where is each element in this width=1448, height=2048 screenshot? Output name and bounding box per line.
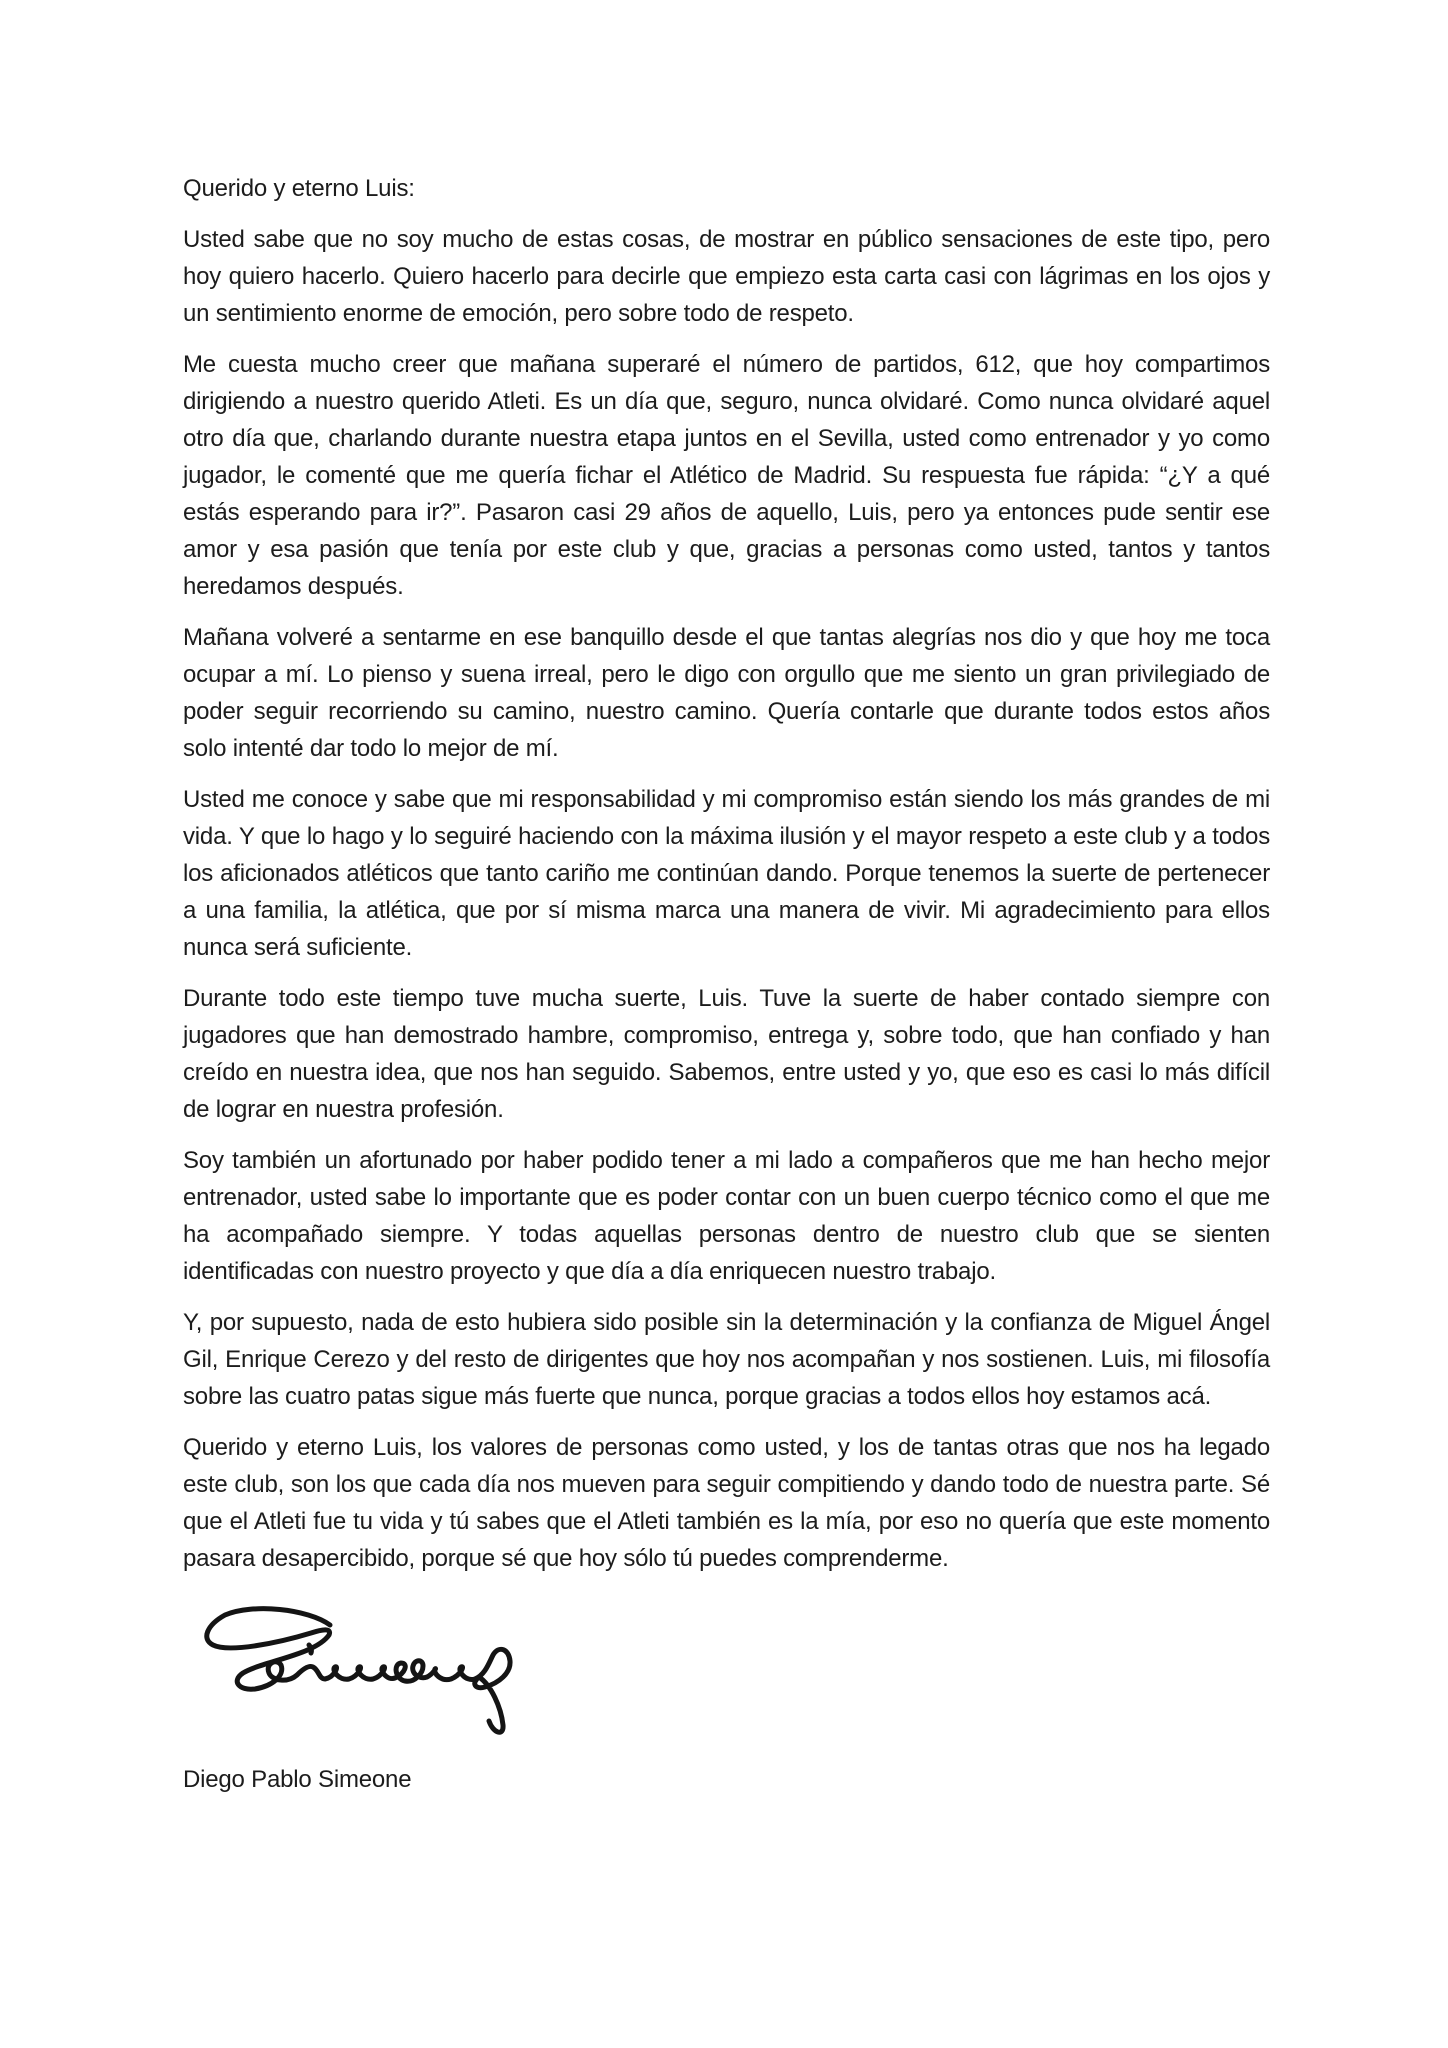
letter-greeting: Querido y eterno Luis:: [183, 175, 415, 202]
signer-name: Diego Pablo Simeone: [183, 1766, 412, 1793]
letter-paragraph-3: Mañana volveré a sentarme en ese banquillo desde el que tantas alegrías nos dio y que hoy me toca ocupar a mí. Lo pienso y suena irreal, pero le digo con orgullo que me siento un gran privilegiado de poder seguir recorriendo su camino, nuestro camino. Quería contarle que durante todos estos años solo intenté dar todo lo mejor de mí.: [183, 624, 1270, 762]
letter-content: [183, 170, 1270, 1798]
letter-paragraph-7: Y, por supuesto, nada de esto hubiera sido posible sin la determinación y la confianza de Miguel Ángel Gil, Enrique Cerezo y del resto de dirigentes que hoy nos acompañan y nos sostienen. Luis, mi filosofía sobre las cuatro patas sigue más fuerte que nunca, porque gracias a todos ellos hoy estamos acá.: [183, 1309, 1270, 1410]
handwritten-signature-icon: [193, 1603, 553, 1753]
signature-block: [193, 1603, 1270, 1755]
letter-paragraph-6: Soy también un afortunado por haber podido tener a mi lado a compañeros que me han hecho mejor entrenador, usted sabe lo importante que es poder contar con un buen cuerpo técnico como el que me ha acompañado siempre. Y todas aquellas personas dentro de nuestro club que se sienten identificadas con nuestro proyecto y que día a día enriquecen nuestro trabajo.: [183, 1147, 1270, 1285]
letter-paragraph-4: Usted me conoce y sabe que mi responsabilidad y mi compromiso están siendo los más grandes de mi vida. Y que lo hago y lo seguiré haciendo con la máxima ilusión y el mayor respeto a este club y a todos los aficionados atléticos que tanto cariño me continúan dando. Porque tenemos la suerte de pertenecer a una familia, la atlética, que por sí misma marca una manera de vivir. Mi agradecimiento para ellos nunca será suficiente.: [183, 786, 1270, 961]
letter-paragraph-1: Usted sabe que no soy mucho de estas cosas, de mostrar en público sensaciones de este tipo, pero hoy quiero hacerlo. Quiero hacerlo para decirle que empiezo esta carta casi con lágrimas en los ojos y un sentimiento enorme de emoción, pero sobre todo de respeto.: [183, 226, 1270, 327]
letter-paragraph-2: Me cuesta mucho creer que mañana superaré el número de partidos, 612, que hoy compartimos dirigiendo a nuestro querido Atleti. Es un día que, seguro, nunca olvidaré. Como nunca olvidaré aquel otro día que, charlando durante nuestra etapa juntos en el Sevilla, usted como entrenador y yo como jugador, le comenté que me quería fichar el Atlético de Madrid. Su respuesta fue rápida: “¿Y a qué estás esperando para ir?”. Pasaron casi 29 años de aquello, Luis, pero ya entonces pude sentir ese amor y esa pasión que tenía por este club y que, gracias a personas como usted, tantos y tantos heredamos después.: [183, 351, 1270, 600]
letter-paragraph-8: Querido y eterno Luis, los valores de personas como usted, y los de tantas otras que nos ha legado este club, son los que cada día nos mueven para seguir compitiendo y dando todo de nuestra parte. Sé que el Atleti fue tu vida y tú sabes que el Atleti también es la mía, por eso no quería que este momento pasara desapercibido, porque sé que hoy sólo tú puedes comprenderme.: [183, 1434, 1270, 1572]
letter-paragraph-5: Durante todo este tiempo tuve mucha suerte, Luis. Tuve la suerte de haber contado siempre con jugadores que han demostrado hambre, compromiso, entrega y, sobre todo, que han confiado y han creído en nuestra idea, que nos han seguido. Sabemos, entre usted y yo, que eso es casi lo más difícil de lograr en nuestra profesión.: [183, 985, 1270, 1123]
